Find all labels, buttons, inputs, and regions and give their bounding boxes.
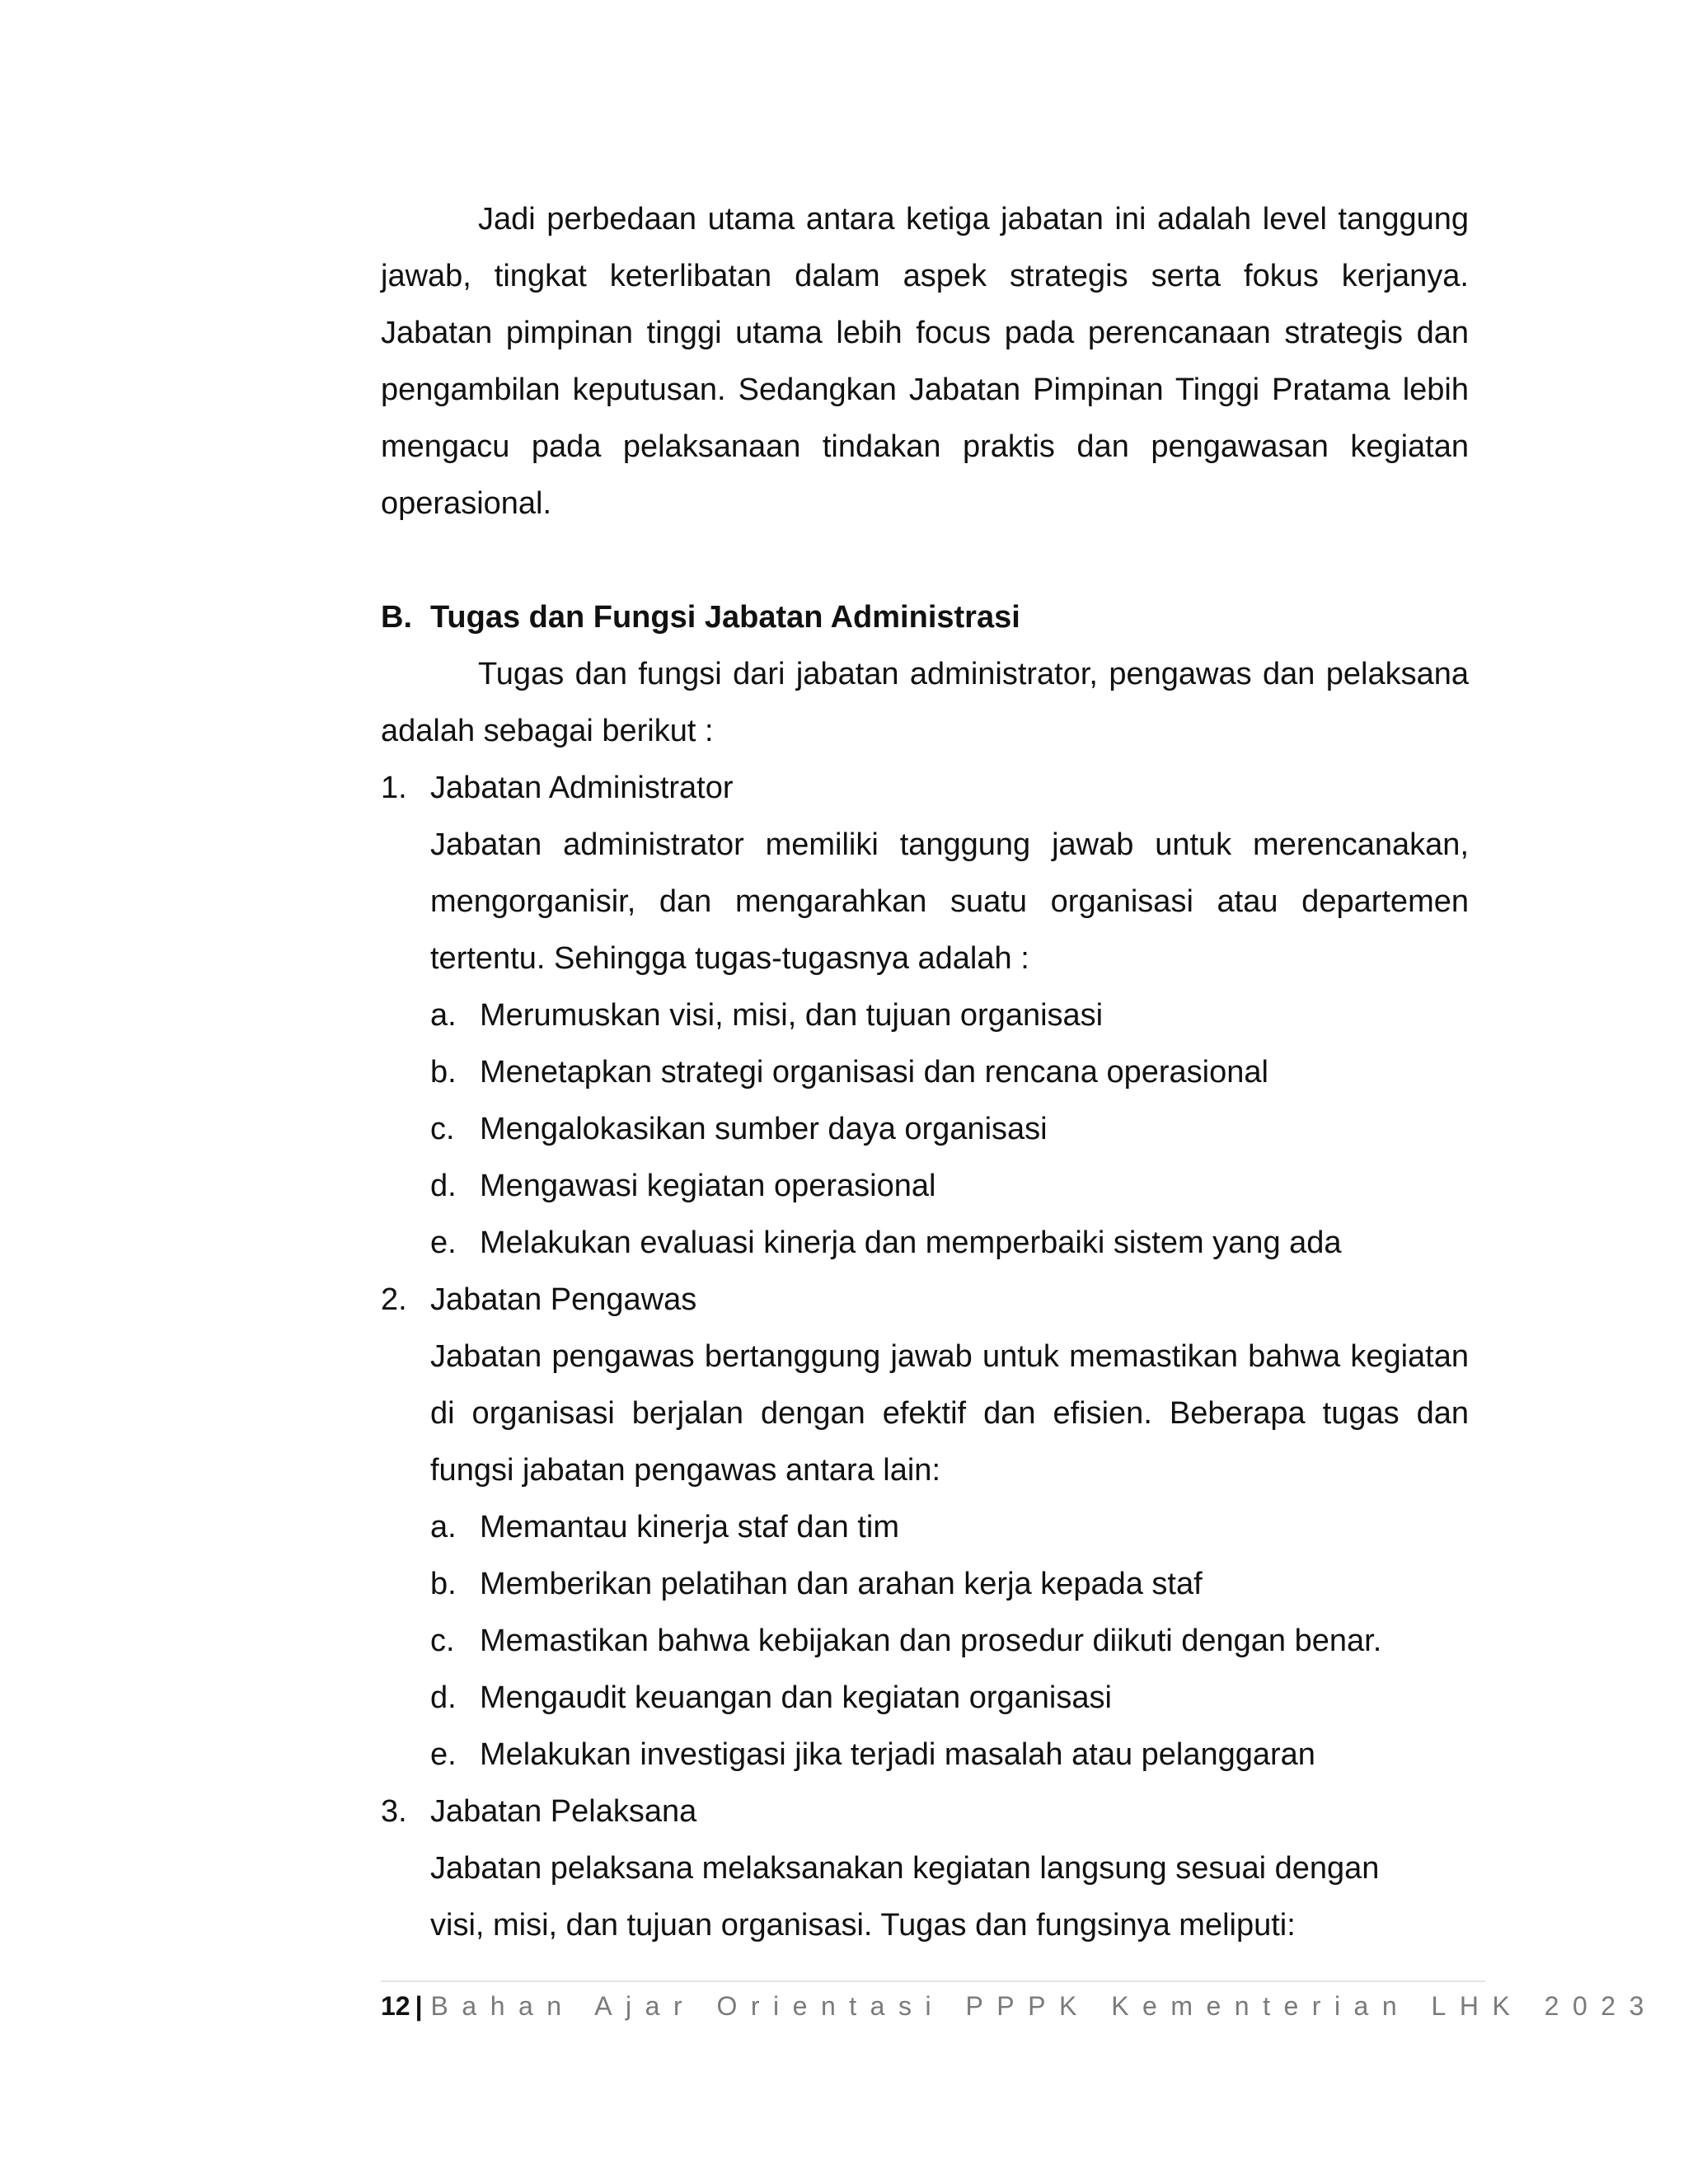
list-item-administrator xyxy=(381,760,1469,1272)
sub-list-letter: a. xyxy=(430,1510,457,1544)
page-number: 12 xyxy=(381,1991,410,2021)
section-intro: Tugas dan fungsi dari jabatan administrator, pengawas dan pelaksana adalah sebagai berikut : xyxy=(381,657,1469,748)
sub-list-item xyxy=(430,1499,1469,1556)
sub-list-item xyxy=(430,1158,1469,1215)
list-item-description-line: Jabatan pelaksana melaksanakan kegiatan langsung sesuai dengan xyxy=(430,1851,1380,1886)
list-item-description-line: visi, misi, dan tujuan organisasi. Tugas dan fungsinya meliputi: xyxy=(430,1908,1296,1943)
sub-list-letter: b. xyxy=(430,1567,457,1601)
list-number: 2. xyxy=(381,1282,407,1317)
sub-list-text: Memantau kinerja staf dan tim xyxy=(480,1510,900,1544)
intro-paragraph: Jadi perbedaan utama antara ketiga jabatan ini adalah level tanggung jawab, tingkat keterlibatan dalam aspek strategis serta fokus kerjanya. Jabatan pimpinan tinggi utama lebih focus pada perencanaan strategis dan pengambilan keputusan. Sedangkan Jabatan Pimpinan Tinggi Pratama lebih mengacu pada pelaksanaan tindakan praktis dan pengawasan kegiatan operasional. xyxy=(381,202,1469,521)
sub-list-item xyxy=(430,1044,1469,1101)
sub-list-letter: e. xyxy=(430,1737,457,1772)
footer-separator: | xyxy=(415,1991,423,2021)
footer-title: Bahan Ajar Orientasi PPPK Kementerian LHK 2023 xyxy=(430,1991,1658,2021)
list-item-title: Jabatan Pengawas xyxy=(430,1282,697,1317)
sub-list-text: Memastikan bahwa kebijakan dan prosedur diikuti dengan benar. xyxy=(480,1624,1382,1658)
section-label: B. xyxy=(381,600,412,635)
sub-list-item xyxy=(430,1727,1469,1783)
list-number: 1. xyxy=(381,771,407,805)
list-item-title: Jabatan Administrator xyxy=(430,771,734,805)
list-item-description: Jabatan administrator memiliki tanggung jawab untuk merencanakan, mengorganisir, dan mengarahkan suatu organisasi atau departemen tertentu. Sehingga tugas-tugasnya adalah : xyxy=(430,827,1469,976)
sub-list-text: Memberikan pelatihan dan arahan kerja kepada staf xyxy=(480,1567,1203,1601)
page-content xyxy=(381,191,1469,1954)
sub-list-letter: b. xyxy=(430,1055,457,1090)
footer-divider xyxy=(381,1980,1485,1982)
sub-list-letter: c. xyxy=(430,1624,455,1658)
sub-list-letter: d. xyxy=(430,1680,457,1715)
list-item-pelaksana xyxy=(381,1783,1469,1954)
list-number: 3. xyxy=(381,1794,407,1829)
sub-list-text: Mengalokasikan sumber daya organisasi xyxy=(480,1112,1048,1146)
sub-list-text: Merumuskan visi, misi, dan tujuan organisasi xyxy=(480,998,1104,1033)
sub-list-item xyxy=(430,1215,1469,1272)
sub-list-text: Melakukan investigasi jika terjadi masalah atau pelanggaran xyxy=(480,1737,1315,1772)
sub-list-item xyxy=(430,1670,1469,1727)
sub-list-text: Mengaudit keuangan dan kegiatan organisasi xyxy=(480,1680,1112,1715)
sub-list-text: Melakukan evaluasi kinerja dan memperbaiki sistem yang ada xyxy=(480,1226,1342,1260)
sub-list-item xyxy=(430,987,1469,1044)
sub-list-text: Mengawasi kegiatan operasional xyxy=(480,1169,936,1203)
sub-list-letter: d. xyxy=(430,1169,457,1203)
sub-list-letter: a. xyxy=(430,998,457,1033)
section-title: Tugas dan Fungsi Jabatan Administrasi xyxy=(430,600,1020,635)
sub-list-text: Menetapkan strategi organisasi dan rencana operasional xyxy=(480,1055,1268,1090)
sub-list-letter: c. xyxy=(430,1112,455,1146)
sub-list-item xyxy=(430,1556,1469,1613)
list-item-pengawas xyxy=(381,1272,1469,1783)
sub-list-letter: e. xyxy=(430,1226,457,1260)
sub-list-item xyxy=(430,1613,1469,1670)
list-item-description: Jabatan pengawas bertanggung jawab untuk memastikan bahwa kegiatan di organisasi berjalan dengan efektif dan efisien. Beberapa tugas dan fungsi jabatan pengawas antara lain: xyxy=(430,1339,1469,1488)
section-spacer xyxy=(381,532,1469,589)
page-footer xyxy=(381,1988,1658,2024)
section-heading xyxy=(381,589,1469,646)
list-item-title: Jabatan Pelaksana xyxy=(430,1794,697,1829)
sub-list-item xyxy=(430,1101,1469,1158)
